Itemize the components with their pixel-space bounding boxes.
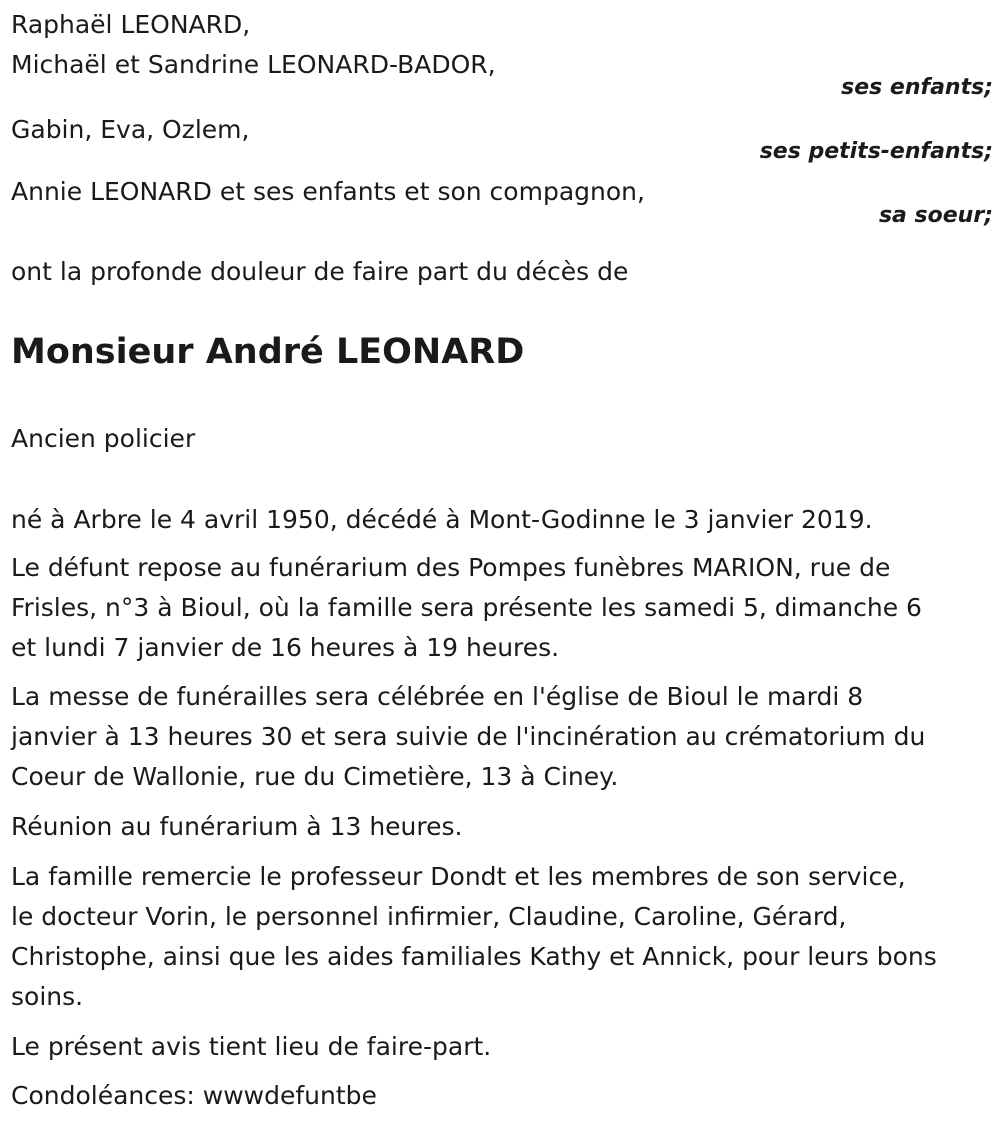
repose-line-2: Frisles, n°3 à Bioul, où la famille sera présente les samedi 5, dimanche 6 <box>11 593 922 622</box>
role-grandchildren: ses petits-enfants; <box>759 139 993 164</box>
thanks-line-2: le docteur Vorin, le personnel infirmier, Claudine, Caroline, Gérard, <box>11 902 847 931</box>
repose-line-3: et lundi 7 janvier de 16 heures à 19 heures. <box>11 633 560 662</box>
thanks-line-4: soins. <box>11 982 84 1011</box>
birth-death-info: né à Arbre le 4 avril 1950, décédé à Mont-Godinne le 3 janvier 2019. <box>11 505 873 534</box>
messe-line-1: La messe de funérailles sera célébrée en l'église de Bioul le mardi 8 <box>11 682 864 711</box>
messe-line-3: Coeur de Wallonie, rue du Cimetière, 13 à Ciney. <box>11 762 619 791</box>
family-member-michael-sandrine: Michaël et Sandrine LEONARD-BADOR, <box>11 50 496 79</box>
reunion-text: Réunion au funérarium à 13 heures. <box>11 812 463 841</box>
notice-text: Le présent avis tient lieu de faire-part. <box>11 1032 492 1061</box>
messe-line-2: janvier à 13 heures 30 et sera suivie de l'incinération au crématorium du <box>11 722 926 751</box>
sister-line: Annie LEONARD et ses enfants et son compagnon, <box>11 177 645 206</box>
family-member-raphael: Raphaël LEONARD, <box>11 10 251 39</box>
announcement-text: ont la profonde douleur de faire part du décès de <box>11 257 629 286</box>
role-sister: sa soeur; <box>878 203 993 228</box>
obituary-notice <box>11 0 993 1127</box>
grandchildren-names: Gabin, Eva, Ozlem, <box>11 115 250 144</box>
repose-line-1: Le défunt repose au funérarium des Pompes funèbres MARION, rue de <box>11 553 891 582</box>
thanks-line-3: Christophe, ainsi que les aides familiales Kathy et Annick, pour leurs bons <box>11 942 937 971</box>
deceased-name: Monsieur André LEONARD <box>11 332 525 372</box>
role-children: ses enfants; <box>841 75 993 100</box>
deceased-occupation: Ancien policier <box>11 424 196 453</box>
condolences-text: Condoléances: wwwdefuntbe <box>11 1081 377 1110</box>
thanks-line-1: La famille remercie le professeur Dondt et les membres de son service, <box>11 862 906 891</box>
